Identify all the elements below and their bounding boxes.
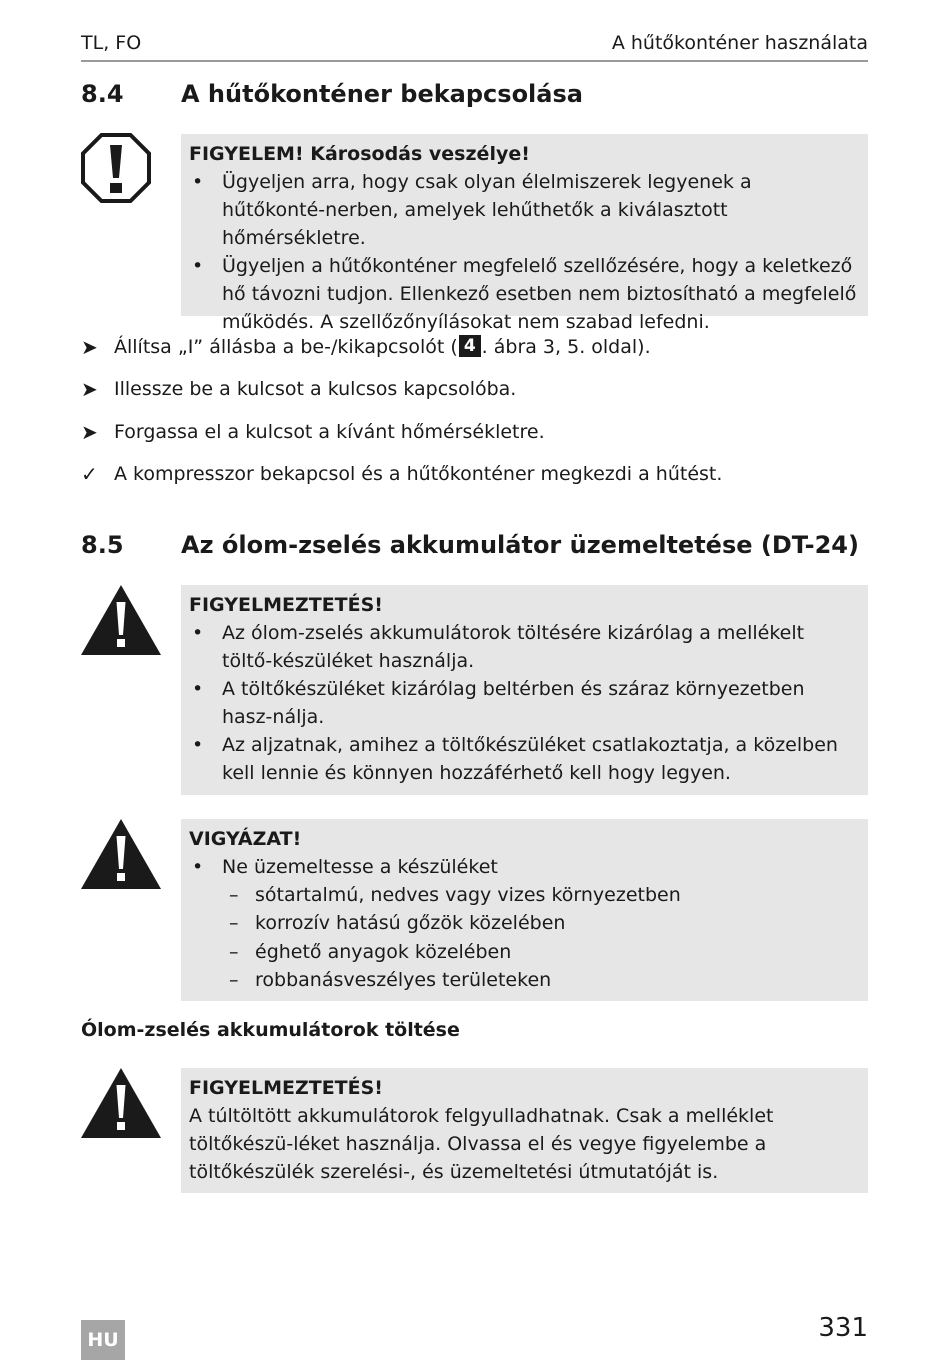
- arrow-icon: ➤: [81, 377, 98, 401]
- subheading: Ólom-zselés akkumulátorok töltése: [81, 1019, 460, 1041]
- section-title: Az ólom-zselés akkumulátor üzemeltetése (DT-24): [181, 531, 859, 559]
- header-chapter: A hűtőkonténer használata: [611, 32, 868, 54]
- caution-dash-item: – robbanásveszélyes területeken: [229, 969, 552, 992]
- warning-triangle-icon: [81, 819, 161, 890]
- section-title: A hűtőkonténer bekapcsolása: [181, 80, 583, 108]
- caution-dash-item: – sótartalmú, nedves vagy vizes környezetben: [229, 884, 681, 906]
- arrow-icon: ➤: [81, 420, 98, 444]
- figure-badge: 4: [459, 335, 481, 357]
- warning-triangle-icon: [81, 585, 161, 656]
- checkmark-icon: ✓: [81, 462, 98, 486]
- notice-bullet: • Ügyeljen a hűtőkonténer megfelelő szellőzésére, hogy a keletkező hő távozni tudjon. Ellenkező esetben nem biztosítható a megfelelő működés. A szellőzőnyílásokat nem szabad lefedni.: [192, 255, 857, 333]
- warning-box: [181, 585, 868, 795]
- octagon-exclamation-icon: [81, 133, 151, 203]
- header-models: TL, FO: [81, 32, 142, 54]
- caution-dash-item: – éghető anyagok közelében: [229, 940, 512, 963]
- section-number: 8.4: [81, 80, 124, 108]
- warning-title: FIGYELMEZTETÉS!: [189, 594, 383, 616]
- warning-bullet: • A töltőkészüléket kizárólag beltérben és száraz környezetben hasz-nálja.: [192, 678, 805, 728]
- warning-title: FIGYELMEZTETÉS!: [189, 1077, 383, 1099]
- warning-box: [181, 1068, 868, 1193]
- warning-text: A túltöltött akkumulátorok felgyulladhatnak. Csak a melléklet töltőkészü-léket használja. Olvassa el és vegye figyelembe a töltőkészülék szerelési-, és üzemeltetési útmutatóját is.: [189, 1105, 774, 1183]
- caution-title: VIGYÁZAT!: [189, 828, 302, 850]
- arrow-icon: ➤: [81, 335, 98, 359]
- caution-dash-item: – korrozív hatású gőzök közelében: [229, 912, 566, 935]
- running-header: [81, 30, 868, 62]
- section-number: 8.5: [81, 531, 124, 559]
- notice-bullet: • Ügyeljen arra, hogy csak olyan élelmiszerek legyenek a hűtőkonté-nerben, amelyek lehűthetők a kiválasztott hőmérsékletre.: [192, 171, 752, 249]
- warning-bullet: • Az ólom-zselés akkumulátorok töltésére kizárólag a mellékelt töltő-készüléket használja.: [192, 622, 805, 672]
- warning-bullet: • Az aljzatnak, amihez a töltőkészüléket csatlakoztatja, a közelben kell lennie és könnyen hozzáférhető kell hogy legyen.: [192, 734, 838, 784]
- warning-triangle-icon: [81, 1068, 161, 1139]
- page-number: 331: [818, 1313, 868, 1343]
- caution-bullet: • Ne üzemeltesse a készüléket: [192, 856, 498, 878]
- notice-box: [181, 134, 868, 333]
- notice-title: FIGYELEM! Károsodás veszélye!: [189, 143, 530, 165]
- caution-box: [181, 819, 868, 1001]
- language-tab: HU: [81, 1320, 125, 1360]
